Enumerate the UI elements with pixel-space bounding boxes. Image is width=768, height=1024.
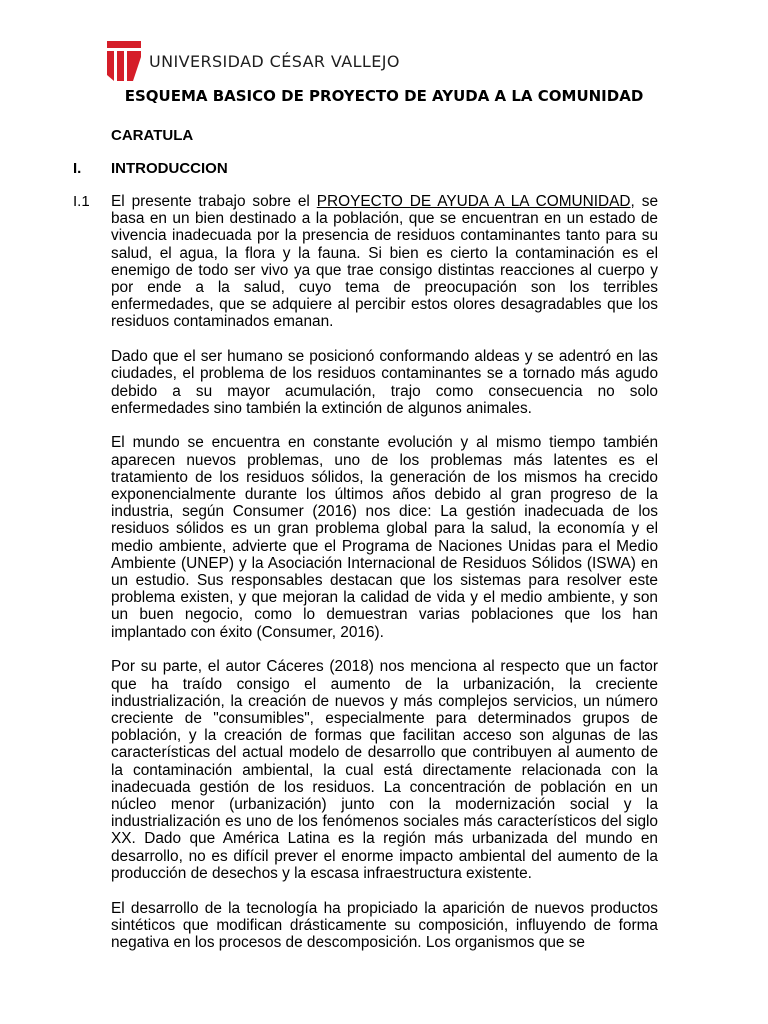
paragraph-5: El desarrollo de la tecnología ha propiciado la aparición de nuevos productos sintéticos que modifican drásticamente su composición, influyendo de forma negativa en los procesos de descomposición. Los organismos que se (111, 899, 658, 951)
paragraph-2: Dado que el ser humano se posicionó conformando aldeas y se adentró en las ciudades, el problema de los residuos contaminantes se a tornado más agudo debido a su mayor acumulación, trajo como consecuencia no solo enfermedades sino también la extinción de algunos animales. (111, 348, 658, 417)
ucv-shield-icon (107, 41, 141, 81)
paragraph-4: Por su parte, el autor Cáceres (2018) nos menciona al respecto que un factor que ha traído consigo el aumento de la urbanización, la creciente industrialización, la creación de nuevos y más complejos servicios, un número creciente de "consumibles", especialmente para determinados grupos de población, y la creación de formas que facilitan acceso son algunas de las características del actual modelo de desarrollo que contribuyen al aumento de la contaminación ambiental, la cual está directamente relacionada con la inadecuada gestión de los residuos. La concentración de población en un núcleo menor (urbanización) junto con la modernización social y la industrialización es uno de los fenómenos sociales más característicos del siglo XX. Dado que América Latina es la región más urbanizada del mundo en desarrollo, no es difícil prever el enorme impacto ambiental del aumento de la producción de desechos y la escasa infraestructura existente. (111, 658, 658, 882)
university-logo (107, 41, 400, 81)
paragraph-1-start: El presente trabajo sobre el (111, 193, 317, 210)
paragraph-3: El mundo se encuentra en constante evolución y al mismo tiempo también aparecen nuevos problemas, uno de los problemas más latentes es el tratamiento de los residuos sólidos, la generación de los mismos ha crecido exponencialmente durante los últimos años debido al gran progreso de la industria, según Consumer (2016) nos dice: La gestión inadecuada de los residuos sólidos es un gran problema global para la salud, la economía y el medio ambiente, advierte que el Programa de Naciones Unidas para el Medio Ambiente (UNEP) y la Asociación Internacional de Residuos Sólidos (ISWA) en un estudio. Sus responsables destacan que los sistemas para resolver este problema existen, y que mejoran la calidad de vida y el medio ambiente, y son un buen negocio, como lo demuestran varias poblaciones que los han implantado con éxito (Consumer, 2016). (111, 434, 658, 641)
paragraph-1-end: , se basa en un bien destinado a la población, que se encuentran en un estado de vivencia inadecuada por la presencia de residuos contaminantes tanto para su salud, el agua, la flora y la fauna. Si bien es cierto la contaminación es el enemigo de todo ser vivo ya que trae consigo distintas reacciones al cuerpo y por ende a la salud, cuyo tema de preocupación son los terribles enfermedades, que se adquiere al percibir estos olores desagradables que los residuos contaminados emanan. (111, 193, 659, 331)
paragraph-1 (111, 193, 658, 331)
section-title: INTRODUCCION (111, 160, 228, 177)
caratula-heading: CARATULA (111, 127, 194, 144)
project-name-underlined: PROYECTO DE AYUDA A LA COMUNIDAD (316, 193, 631, 210)
document-title: ESQUEMA BASICO DE PROYECTO DE AYUDA A LA COMUNIDAD (124, 87, 644, 105)
document-body (111, 193, 658, 969)
university-name: UNIVERSIDAD CÉSAR VALLEJO (149, 51, 400, 71)
subsection-number: I.1 (73, 193, 90, 210)
section-number: I. (73, 160, 82, 177)
